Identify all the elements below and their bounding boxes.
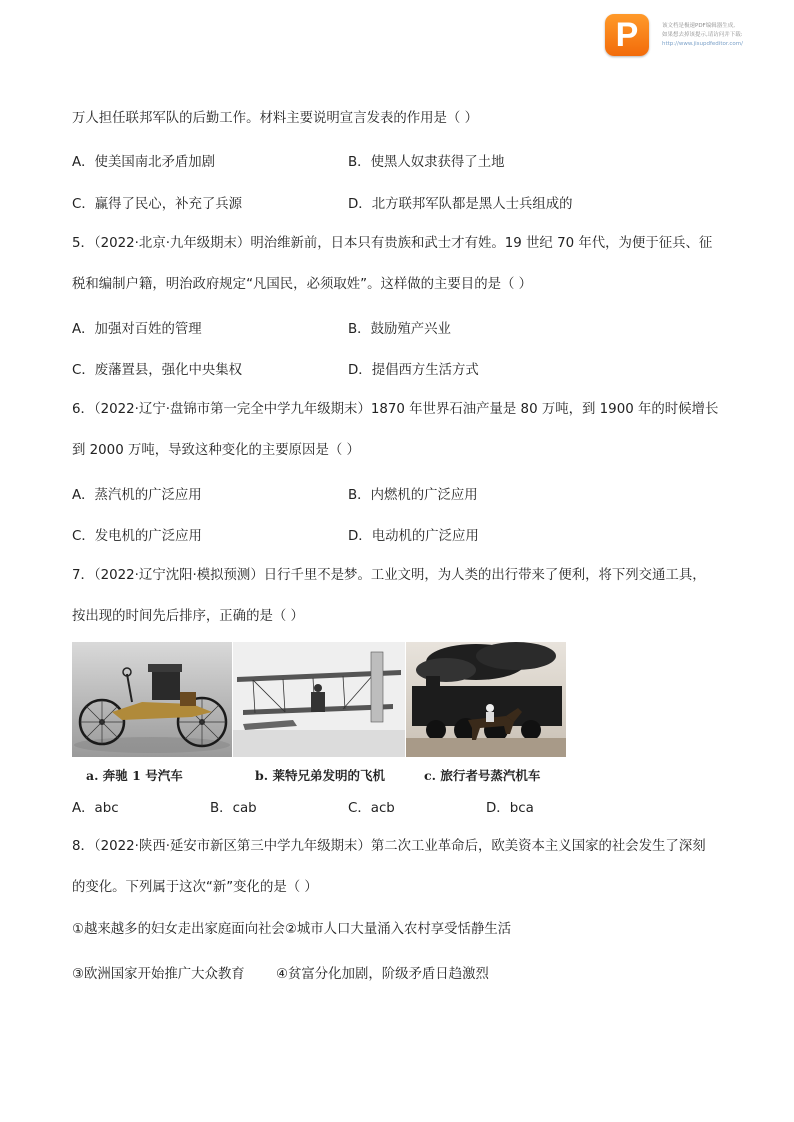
q5-option-d[interactable]: D．提倡西方生活方式 [348,363,479,378]
q4-option-c[interactable]: C．赢得了民心，补充了兵源 [72,197,243,212]
transport-photo-strip [72,642,566,757]
q8-stem-line-1: 8．（2022·陕西·延安市新区第三中学九年级期末）第二次工业革命后，欧美资本主义国家的社会发生了深刻 [72,839,706,854]
benz-car-photo [72,642,232,757]
q7-option-b[interactable]: B．cab [210,801,257,816]
q6-option-d[interactable]: D．电动机的广泛应用 [348,529,479,544]
watermark-line-1: 该文档是极速PDF编辑器生成, [662,23,735,29]
q7-option-a[interactable]: A．abc [72,801,119,816]
q5-option-c[interactable]: C．废藩置县，强化中央集权 [72,363,243,378]
q6-stem-line-1: 6．（2022·辽宁·盘锦市第一完全中学九年级期末）1870 年世界石油产量是 80 万吨，到 1900 年的时候增长 [72,402,719,417]
q5-stem-line-1: 5．（2022·北京·九年级期末）明治维新前，日本只有贵族和武士才有姓。19 世纪 70 年代，为便于征兵、征 [72,236,713,251]
q8-items-1-2: ①越来越多的妇女走出家庭面向社会②城市人口大量涌入农村享受恬静生活 [72,922,512,937]
q6-option-a[interactable]: A．蒸汽机的广泛应用 [72,488,202,503]
caption-a: a. 奔驰 1 号汽车 [86,768,183,783]
q8-stem-line-2: 的变化。下列属于这次“新”变化的是（ ） [72,880,318,895]
q8-item-3: ③欧洲国家开始推广大众教育 [72,967,245,982]
p-letter-icon: P [615,16,639,54]
watermark-line-2: 如果想去掉该提示,请访问并下载: [662,32,743,38]
watermark-notice [662,22,743,49]
caption-c: c. 旅行者号蒸汽机车 [424,768,541,783]
q7-option-d[interactable]: D．bca [486,801,534,816]
caption-b: b. 莱特兄弟发明的飞机 [255,768,385,783]
q4-option-a[interactable]: A．使美国南北矛盾加剧 [72,155,216,170]
q5-option-a[interactable]: A．加强对百姓的管理 [72,322,202,337]
steam-locomotive-photo [406,642,566,757]
q6-option-c[interactable]: C．发电机的广泛应用 [72,529,202,544]
q6-stem-line-2: 到 2000 万吨，导致这种变化的主要原因是（ ） [72,443,360,458]
wright-flyer-photo [233,642,405,757]
pdf-editor-logo [605,14,649,56]
q4-stem-tail: 万人担任联邦军队的后勤工作。材料主要说明宣言发表的作用是（ ） [72,111,478,126]
watermark-url[interactable]: http://www.jisupdfeditor.com/ [662,41,743,47]
q5-stem-line-2: 税和编制户籍，明治政府规定“凡国民，必须取姓”。这样做的主要目的是（ ） [72,277,533,292]
q5-option-b[interactable]: B．鼓励殖产兴业 [348,322,451,337]
q4-option-d[interactable]: D．北方联邦军队都是黑人士兵组成的 [348,197,573,212]
q7-option-c[interactable]: C．acb [348,801,395,816]
q7-stem-line-1: 7．（2022·辽宁沈阳·模拟预测）日行千里不是梦。工业文明，为人类的出行带来了便利，将下列交通工具， [72,568,706,583]
q6-option-b[interactable]: B．内燃机的广泛应用 [348,488,478,503]
q7-stem-line-2: 按出现的时间先后排序，正确的是（ ） [72,609,304,624]
q8-item-4: ④贫富分化加剧，阶级矛盾日趋激烈 [276,967,489,982]
q4-option-b[interactable]: B．使黑人奴隶获得了土地 [348,155,505,170]
